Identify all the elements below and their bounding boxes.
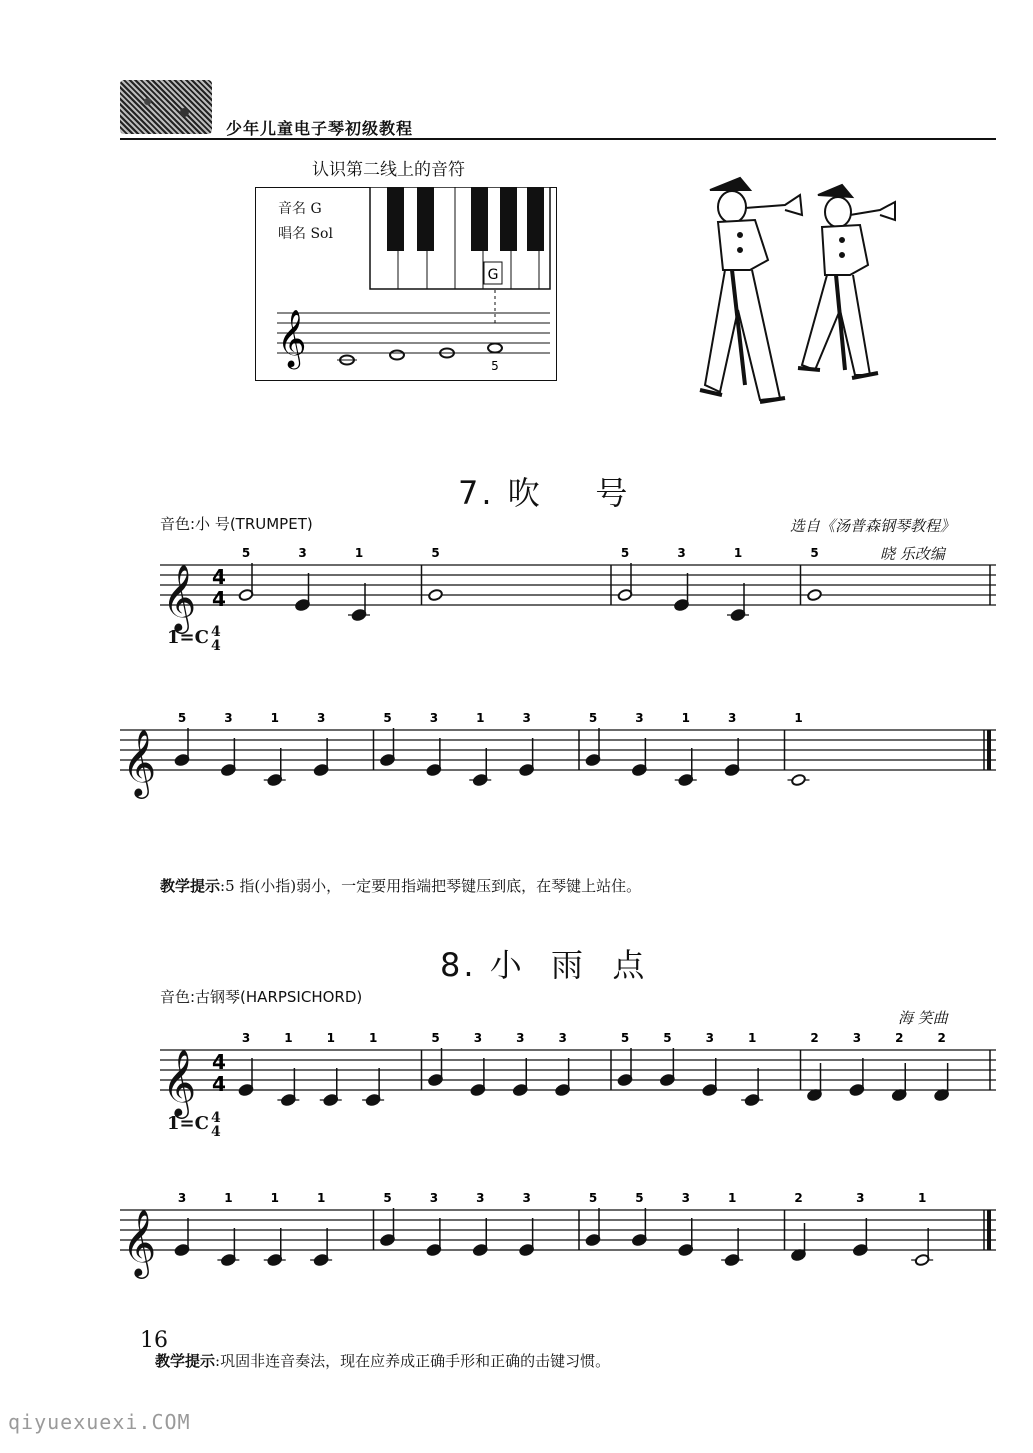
finger-number: 1 xyxy=(917,1191,927,1205)
treble-clef-icon: 𝄞 xyxy=(122,728,157,796)
finger-number: 2 xyxy=(895,1031,904,1045)
piece-8-tip: 教学提示:巩固非连音奏法，现在应养成正确手形和正确的击键习惯。 xyxy=(155,1352,611,1370)
finger-number: 5 xyxy=(431,1031,440,1045)
piece-8-staff-2 xyxy=(120,1190,1000,1310)
finger-number: 5 xyxy=(635,1191,644,1205)
note-head xyxy=(428,589,443,602)
treble-clef-icon: 𝄞 xyxy=(122,1208,157,1276)
finger-number: 1 xyxy=(681,711,690,725)
piece-7-title: 7. 吹 号 xyxy=(458,474,631,512)
finger-number: 2 xyxy=(810,1031,819,1045)
intro-finger-label: 5 xyxy=(491,359,499,373)
finger-number: 3 xyxy=(516,1031,525,1045)
piece-8-key: 1=C 4 4 xyxy=(167,1110,221,1140)
finger-number: 1 xyxy=(747,1031,757,1045)
intro-diagram xyxy=(255,187,556,380)
note-head xyxy=(791,774,806,787)
finger-number: 1 xyxy=(354,546,364,560)
finger-number: 3 xyxy=(522,711,531,725)
finger-number: 1 xyxy=(326,1031,335,1045)
piece-7-tip: 教学提示:5 指(小指)弱小，一定要用指端把琴键压到底，在琴键上站住。 xyxy=(160,877,642,895)
finger-number: 1 xyxy=(727,1191,737,1205)
finger-number: 1 xyxy=(476,711,485,725)
trumpeter-left xyxy=(700,178,802,402)
piece-7-time-bottom: 4 xyxy=(210,638,221,654)
finger-number: 3 xyxy=(476,1191,485,1205)
piece-8-composer: 海 笑曲 xyxy=(898,1009,948,1027)
finger-number: 5 xyxy=(383,1191,392,1205)
finger-number: 1 xyxy=(270,1191,279,1205)
piece-7-staff-1 xyxy=(160,545,1000,665)
trumpeter-right xyxy=(798,185,895,378)
finger-number: 3 xyxy=(681,1191,690,1205)
finger-number: 3 xyxy=(852,1031,862,1045)
intro-staff xyxy=(277,309,550,373)
finger-number: 5 xyxy=(663,1031,672,1045)
finger-number: 2 xyxy=(937,1031,946,1045)
time-signature-bottom: 4 xyxy=(212,587,226,611)
finger-number: 3 xyxy=(224,711,233,725)
trumpeters-illustration xyxy=(690,170,920,415)
finger-number: 1 xyxy=(270,711,279,725)
time-signature-bottom: 4 xyxy=(212,1072,226,1096)
piece-8-staff-1 xyxy=(160,1030,1000,1150)
finger-number: 3 xyxy=(727,711,737,725)
solfege-label: 唱名 Sol xyxy=(278,226,333,242)
finger-number: 5 xyxy=(241,546,251,560)
finger-number: 3 xyxy=(298,546,307,560)
piano-keys-illustration xyxy=(370,187,550,324)
finger-number: 3 xyxy=(705,1031,714,1045)
book-logo xyxy=(120,80,212,134)
finger-number: 3 xyxy=(473,1031,483,1045)
finger-number: 3 xyxy=(429,1191,439,1205)
finger-number: 3 xyxy=(241,1031,251,1045)
piece-8-time-top: 4 xyxy=(210,1110,221,1126)
piece-7-key: 1=C 4 4 xyxy=(167,624,221,654)
finger-number: 3 xyxy=(558,1031,567,1045)
finger-number: 5 xyxy=(810,546,819,560)
finger-number: 5 xyxy=(177,711,187,725)
finger-number: 1 xyxy=(733,546,743,560)
finger-number: 3 xyxy=(635,711,644,725)
piece-7-arranger: 晓 乐改编 xyxy=(880,545,945,563)
finger-number: 5 xyxy=(620,546,630,560)
finger-number: 5 xyxy=(588,711,598,725)
piece-8-time-bottom: 4 xyxy=(210,1124,221,1140)
piece-7-staff-2 xyxy=(120,710,1000,830)
finger-number: 3 xyxy=(429,711,439,725)
finger-number: 3 xyxy=(316,711,326,725)
header-rule xyxy=(120,138,996,140)
piece-8-title: 8. 小 雨 点 xyxy=(440,946,648,984)
book-title: 少年儿童电子琴初级教程 xyxy=(226,119,414,138)
page-number: 16 xyxy=(140,1328,168,1353)
key-label-g: G xyxy=(487,267,499,283)
finger-number: 5 xyxy=(383,711,392,725)
treble-clef-icon: 𝄞 xyxy=(277,309,307,367)
finger-number: 3 xyxy=(677,546,686,560)
treble-clef-icon: 𝄞 xyxy=(162,563,197,631)
watermark: qiyuexuexi.COM xyxy=(8,1410,191,1434)
piece-8-timbre: 音色:古钢琴(HARPSICHORD) xyxy=(160,988,363,1006)
finger-number: 3 xyxy=(177,1191,187,1205)
finger-number: 5 xyxy=(620,1031,630,1045)
intro-caption: 认识第二线上的音符 xyxy=(312,160,465,180)
finger-number: 3 xyxy=(856,1191,865,1205)
piece-7-source: 选自《汤普森钢琴教程》 xyxy=(790,517,956,535)
finger-number: 3 xyxy=(522,1191,531,1205)
finger-number: 2 xyxy=(794,1191,803,1205)
finger-number: 1 xyxy=(368,1031,378,1045)
finger-number: 1 xyxy=(316,1191,326,1205)
finger-number: 1 xyxy=(224,1191,233,1205)
finger-number: 1 xyxy=(794,711,803,725)
finger-number: 5 xyxy=(431,546,440,560)
time-signature-top: 4 xyxy=(212,1050,226,1074)
note-head xyxy=(807,589,822,602)
treble-clef-icon: 𝄞 xyxy=(162,1048,197,1116)
finger-number: 1 xyxy=(284,1031,293,1045)
note-name-label: 音名 G xyxy=(278,201,322,217)
piece-7-time-top: 4 xyxy=(210,624,221,640)
time-signature-top: 4 xyxy=(212,565,226,589)
finger-number: 5 xyxy=(588,1191,598,1205)
piece-7-timbre: 音色:小 号(TRUMPET) xyxy=(160,515,313,533)
